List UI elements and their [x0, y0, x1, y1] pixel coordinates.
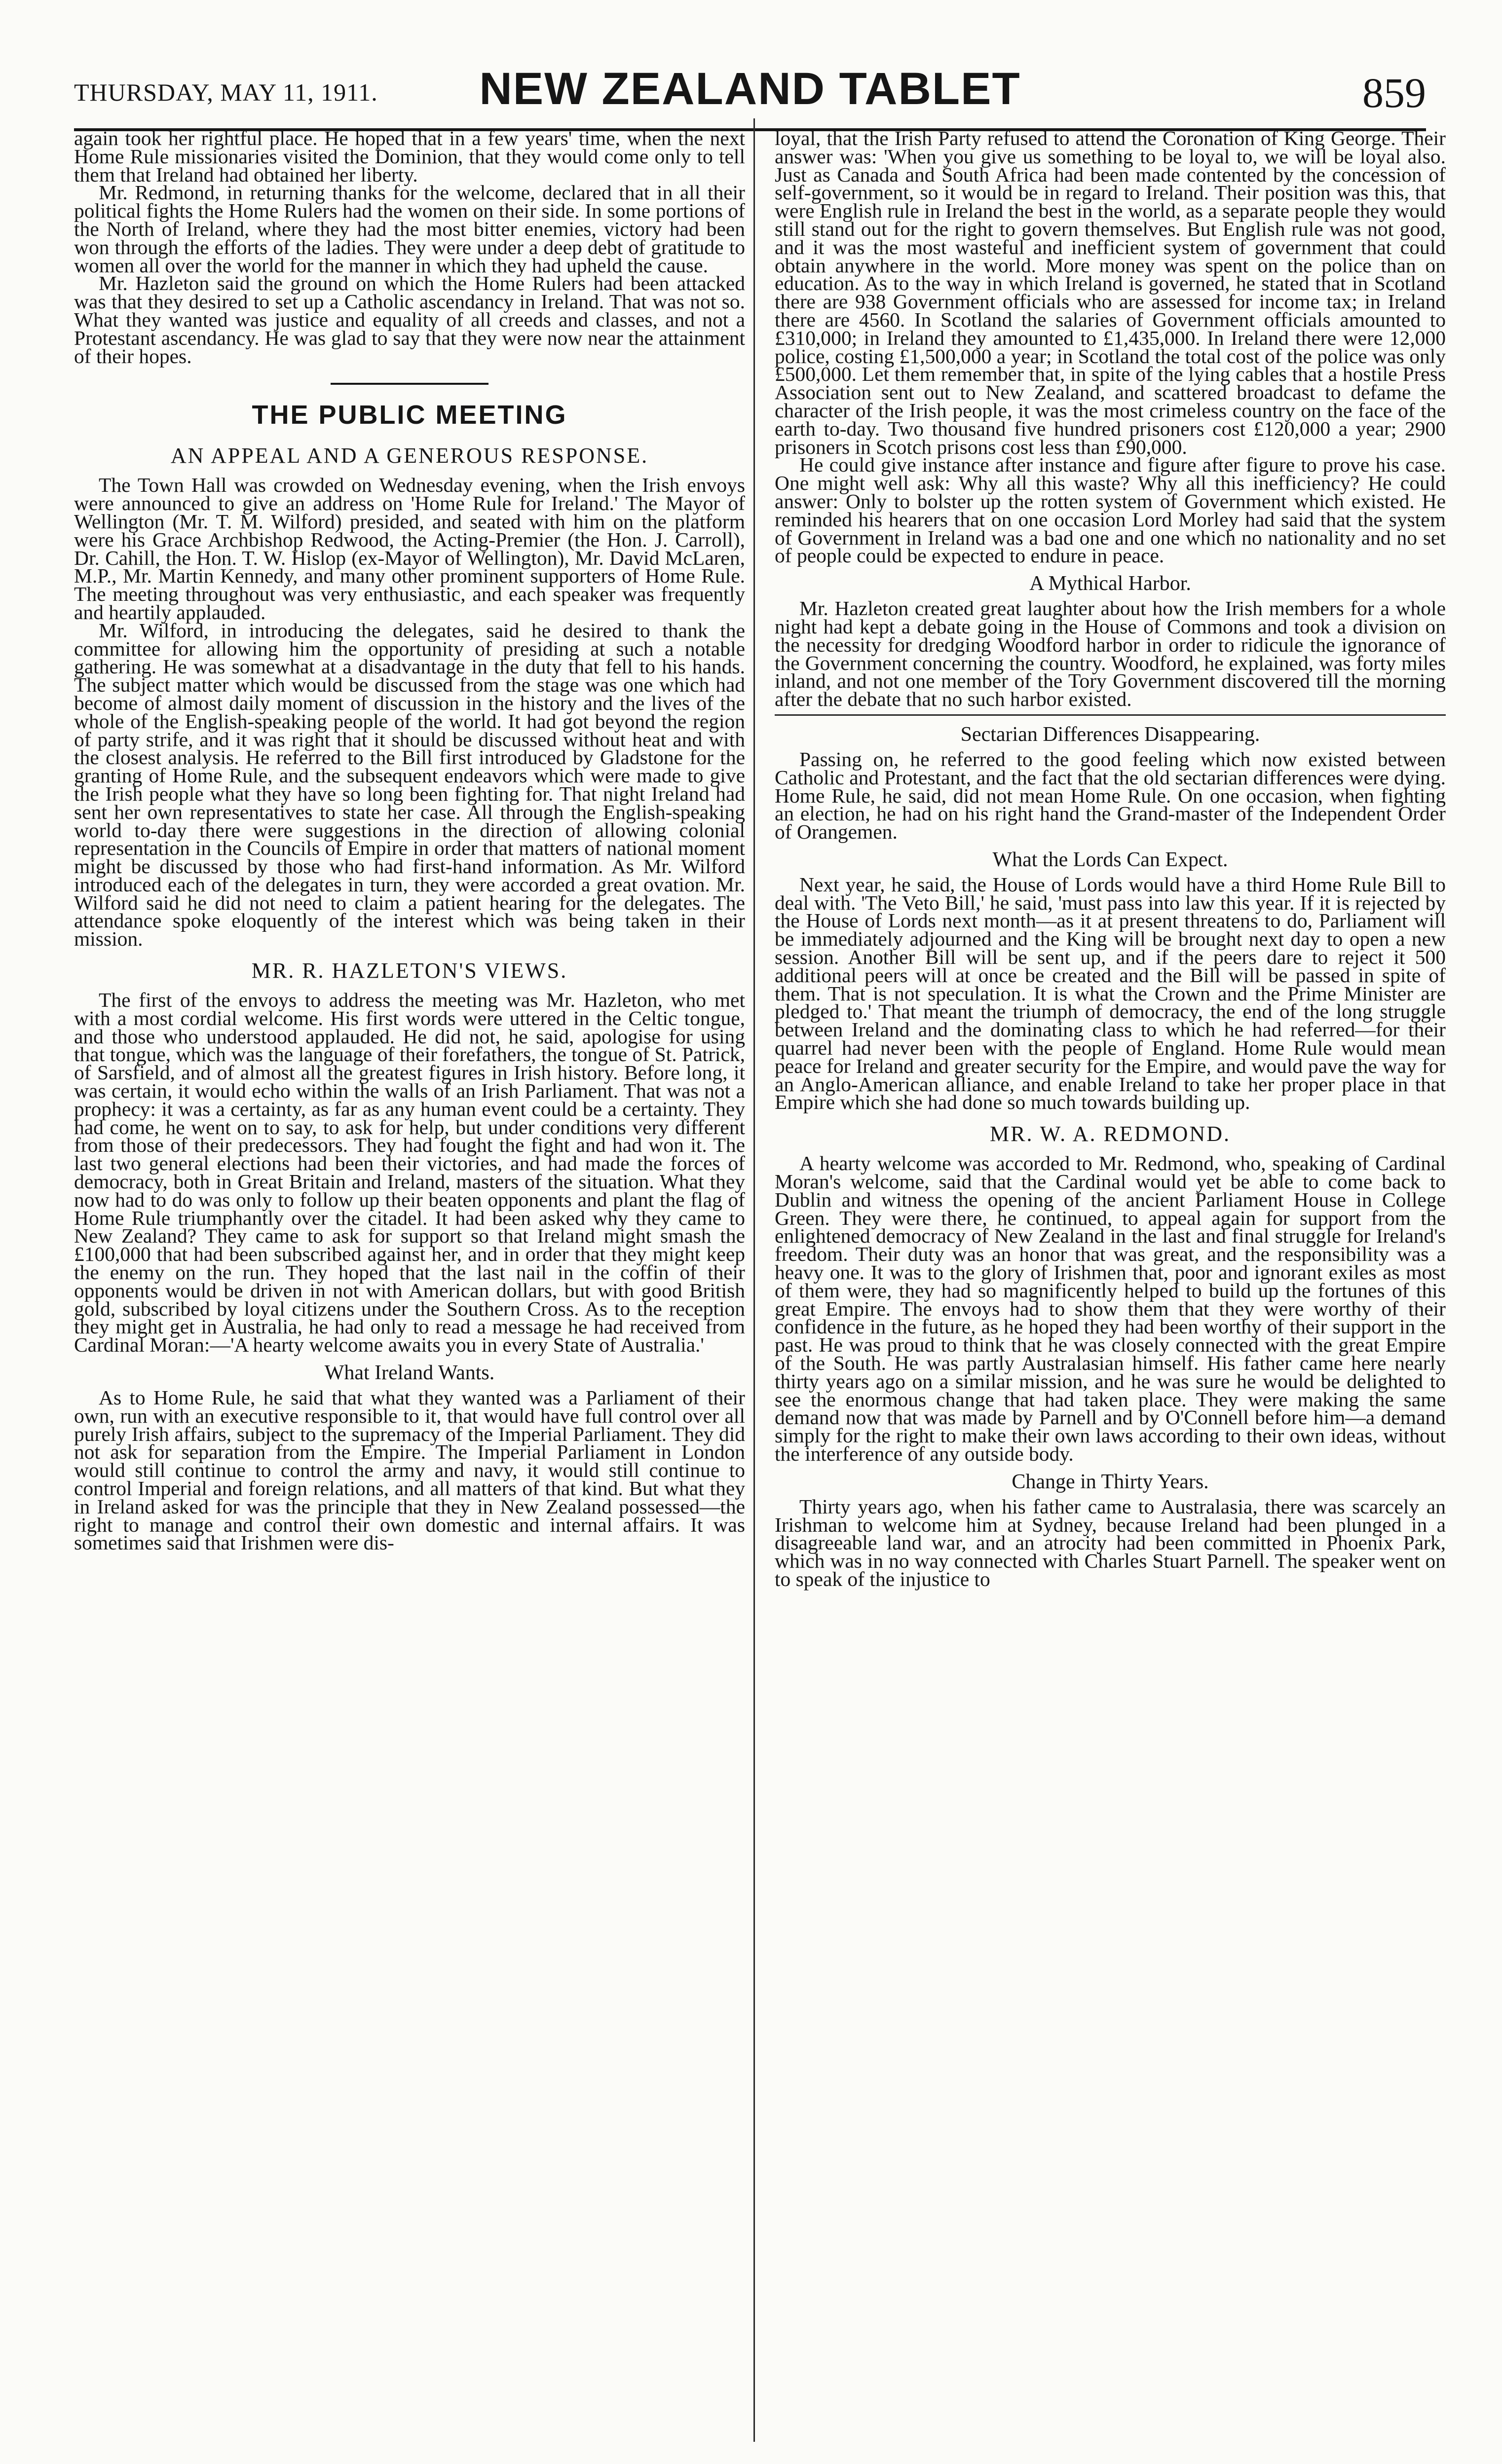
- page-number: 859: [1362, 69, 1426, 116]
- article-paragraph: The first of the envoys to address the meeting was Mr. Hazleton, who met with a most cordial welcome. His first words were uttered in the Celtic tongue, and those who understood applauded. He did not, he said, apologise for using that tongue, which was the language of their forefathers, the tongue of St. Patrick, of Sarsfield, and of almost all the greatest figures in Irish history. Before long, it was certain, it would echo within the walls of an Irish Parliament. That was not a prophecy: it was a certainty, as far as any human event could be a certainty. They had come, he went on to say, to ask for help, but under conditions very different from those of their predecessors. They had fought the fight and had won it. The last two general elections had been their victories, and had made the forces of democracy, both in Great Britain and Ireland, masters of the situation. What they now had to do was only to follow up their beaten opponents and plant the flag of Home Rule triumphantly over the citadel. It had been asked why they came to New Zealand? They came to ask for support so that Ireland might smash the £100,000 that had been subscribed against her, and in order that they might keep the enemy on the run. They hoped that the last nail in the coffin of their opponents would be driven in not with American dollars, but with good British gold, subscribed by loyal citizens under the Southern Cross. As to the reception they might get in Australia, he had only to read a message he had received from Cardinal Moran:—'A hearty welcome awaits you in every State of Australia.': [74, 989, 745, 1357]
- section-subheading-appeal: AN APPEAL AND A GENEROUS RESPONSE.: [170, 443, 649, 468]
- left-column: [74, 129, 745, 2428]
- article-paragraph: As to Home Rule, he said that what they wanted was a Parliament of their own, run with an executive responsible to it, that would have full control over all purely Irish affairs, subject to the supremacy of the Imperial Parliament. They did not ask for separation from the Empire. The Imperial Parliament in London would still continue to control the army and navy, it would still continue to control Imperial and foreign relations, and all matters of that kind. But what they in Ireland asked for was the principle that they in New Zealand possessed—the right to manage and control their own domestic and internal affairs. It was sometimes said that Irishmen were dis-: [74, 1386, 745, 1554]
- subheading-sectarian-differences: Sectarian Differences Disappearing.: [960, 723, 1260, 746]
- section-heading-public-meeting: THE PUBLIC MEETING: [252, 400, 567, 430]
- article-paragraph: He could give instance after instance and figure after figure to prove his case. One might well ask: Why all this waste? Why all this inefficiency? He could answer: Only to bolster up the rotten system of Government which existed. He reminded his hearers that on one occasion Lord Morley had said that the system of Government in Ireland was a bad one and one which no nationality and no set of people could be expected to endure in peace.: [775, 453, 1446, 567]
- article-paragraph: Passing on, he referred to the good feeling which now existed between Catholic and Protestant, and the fact that the old sectarian differences were dying. Home Rule, he said, did not mean Home Rule. On one occasion, when fighting an election, he had on his right hand the Grand-master of the Independent Order of Orangemen.: [775, 747, 1446, 844]
- article-paragraph: Mr. Hazleton created great laughter about how the Irish members for a whole night had kept a debate going in the House of Commons and took a division on the necessity for dredging Woodford harbor in order to ridicule the ignorance of the Government concerning the country. Woodford, he explained, was forty miles inland, and not one member of the Tory Government discovered till the morning after the debate that no such harbor existed.: [775, 597, 1446, 711]
- subheading-what-ireland-wants: What Ireland Wants.: [324, 1361, 495, 1385]
- article-paragraph: again took her rightful place. He hoped that in a few years' time, when the next Home Rule missionaries visited the Dominion, that they would come only to tell them that Ireland had obtained her liberty.: [74, 129, 745, 186]
- issue-date: THURSDAY, MAY 11, 1911.: [74, 78, 378, 106]
- article-paragraph: Next year, he said, the House of Lords would have a third Home Rule Bill to deal with. 'The Veto Bill,' he said, 'must pass into law this year. If it is rejected by the House of Lords next month—as it at present threatens to do, Parliament will be immediately adjourned and the King will be brought next day to open a new session. Another Bill will be sent up, and if the peers dare to reject it 500 additional peers will at once be created and the Bill will be passed in spite of them. That is not speculation. It is what the Crown and the Prime Minister are pledged to.' That meant the triumph of democracy, the end of the long struggle between Ireland and the dominating class to which he had referred—for their quarrel had never been with the people of England. Home Rule would mean peace for Ireland and greater security for the Empire, and would pave the way for an Anglo-American alliance, and enable Ireland to take her proper place in that Empire which she had done so much towards building up.: [775, 873, 1446, 1114]
- subheading-mythical-harbor: A Mythical Harbor.: [1029, 572, 1191, 595]
- subheading-lords-can-expect: What the Lords Can Expect.: [992, 848, 1228, 871]
- section-rule: [331, 383, 488, 385]
- section-rule: [775, 714, 1446, 716]
- article-paragraph: Mr. Wilford, in introducing the delegates, said he desired to thank the committee for allowing him the opportunity of presiding at such a notable gathering. He was somewhat at a disadvantage in the duty that fell to his hands. The subject matter which would be discussed from the stage was one which had become of almost daily moment of discussion in the history and the lives of the whole of the English-speaking people of the world. It had got beyond the region of party strife, and it was right that it should be discussed without heat and with the closest analysis. He referred to the Bill first introduced by Gladstone for the granting of Home Rule, and the subsequent endeavors which were made to give the Irish people what they have so long been fighting for. That night Ireland had sent her own representatives to state her case. All through the English-speaking world to-day there were suggestions in the direction of allowing colonial representation in the Councils of Empire in order that matters of national moment might be discussed by those who had first-hand information. As Mr. Wilford introduced each of the delegates in turn, they were accorded a great ovation. Mr. Wilford said he did not need to claim a patient hearing for the delegates. The attendance spoke eloquently of the interest which was being taken in their mission.: [74, 619, 745, 951]
- newspaper-title: NEW ZEALAND TABLET: [479, 64, 1021, 114]
- right-column: [775, 129, 1446, 2428]
- article-paragraph: Mr. Hazleton said the ground on which the Home Rulers had been attacked was that they desired to set up a Catholic ascendancy in Ireland. That was not so. What they wanted was justice and equality of all creeds and classes, and not a Protestant ascendancy. He was glad to say that they were now near the attainment of their hopes.: [74, 272, 745, 368]
- article-paragraph: The Town Hall was crowded on Wednesday evening, when the Irish envoys were announced to give an address on 'Home Rule for Ireland.' The Mayor of Wellington (Mr. T. M. Wilford) presided, and seated with him on the platform were his Grace Archbishop Redwood, the Acting-Premier (the Hon. J. Carroll), Dr. Cahill, the Hon. T. W. Hislop (ex-Mayor of Wellington), Mr. David McLaren, M.P., Mr. Martin Kennedy, and many other prominent supporters of Home Rule. The meeting throughout was very enthusiastic, and each speaker was frequently and heartily applauded.: [74, 474, 745, 624]
- subheading-change-thirty-years: Change in Thirty Years.: [1012, 1470, 1209, 1493]
- article-paragraph: A hearty welcome was accorded to Mr. Redmond, who, speaking of Cardinal Moran's welcome, said that the Cardinal would yet be able to come back to Dublin and witness the opening of the ancient Parliament House in College Green. They were there, he continued, to appeal again for support from the enlightened democracy of New Zealand in the last and final struggle for Ireland's freedom. Their duty was an honor that was great, and the responsibility was a heavy one. It was to the glory of Irishmen that, poor and ignorant exiles as most of them were, they had so magnificently helped to build up the fortunes of this great Empire. The envoys had to show them that they were worthy of their confidence in the future, as he hoped they had been worthy of their support in the past. He was proud to think that he was closely connected with the great Empire of the South. He was partly Australasian himself. His father came here nearly thirty years ago on a similar mission, and he was sure he would be delighted to see the enormous change that had taken place. They were making the same demand now that was made by Parnell and by O'Connell before him—a demand simply for the right to make their own laws according to their own ideas, without the interference of any outside body.: [775, 1152, 1446, 1465]
- article-paragraph: loyal, that the Irish Party refused to attend the Coronation of King George. Their answer was: 'When you give us something to be loyal to, we will be loyal also. Just as Canada and South Africa had been made contented by the concession of self-government, so it would be in regard to Ireland. Their position was this, that were English rule in Ireland the best in the world, as a separate people they would still stand out for the right to govern themselves. But English rule was not good, and it was the most wasteful and inefficient system of government that could obtain anywhere in the world. More money was spent on the police than on education. As to the way in which Ireland is governed, he stated that in Scotland there are 938 Government officials who are assessed for income tax; in Ireland there are 4560. In Scotland the salaries of Government officials amounted to £310,000; in Ireland they amounted to £1,435,000. In Ireland there were 12,000 police, costing £1,500,000 a year; in Scotland the total cost of the police was only £500,000. Let them remember that, in spite of the lying cables that a hostile Press Association sent out to New Zealand, and scattered broadcast to defame the character of the Irish people, it was the most crimeless country on the face of the earth to-day. Two thousand five hundred prisoners cost £120,000 a year; 2900 prisoners in Scotch prisons cost less than £90,000.: [775, 129, 1446, 458]
- article-paragraph: Mr. Redmond, in returning thanks for the welcome, declared that in all their political fights the Home Rulers had the women on their side. In some portions of the North of Ireland, where they had the most bitter enemies, victory had been won through the efforts of the ladies. They were under a deep debt of gratitude to women all over the world for the manner in which they had upheld the cause.: [74, 181, 745, 277]
- section-heading-redmond: MR. W. A. REDMOND.: [990, 1122, 1231, 1146]
- article-paragraph: Thirty years ago, when his father came to Australasia, there was scarcely an Irishman to welcome him at Sydney, because Ireland had been plunged in a disagreeable land war, and an atrocity had been committed in Phoenix Park, which was in no way connected with Charles Stuart Parnell. The speaker went on to speak of the injustice to: [775, 1495, 1446, 1590]
- column-divider: [753, 118, 755, 2442]
- section-heading-hazleton: MR. R. HAZLETON'S VIEWS.: [251, 958, 568, 983]
- masthead: [74, 59, 1426, 116]
